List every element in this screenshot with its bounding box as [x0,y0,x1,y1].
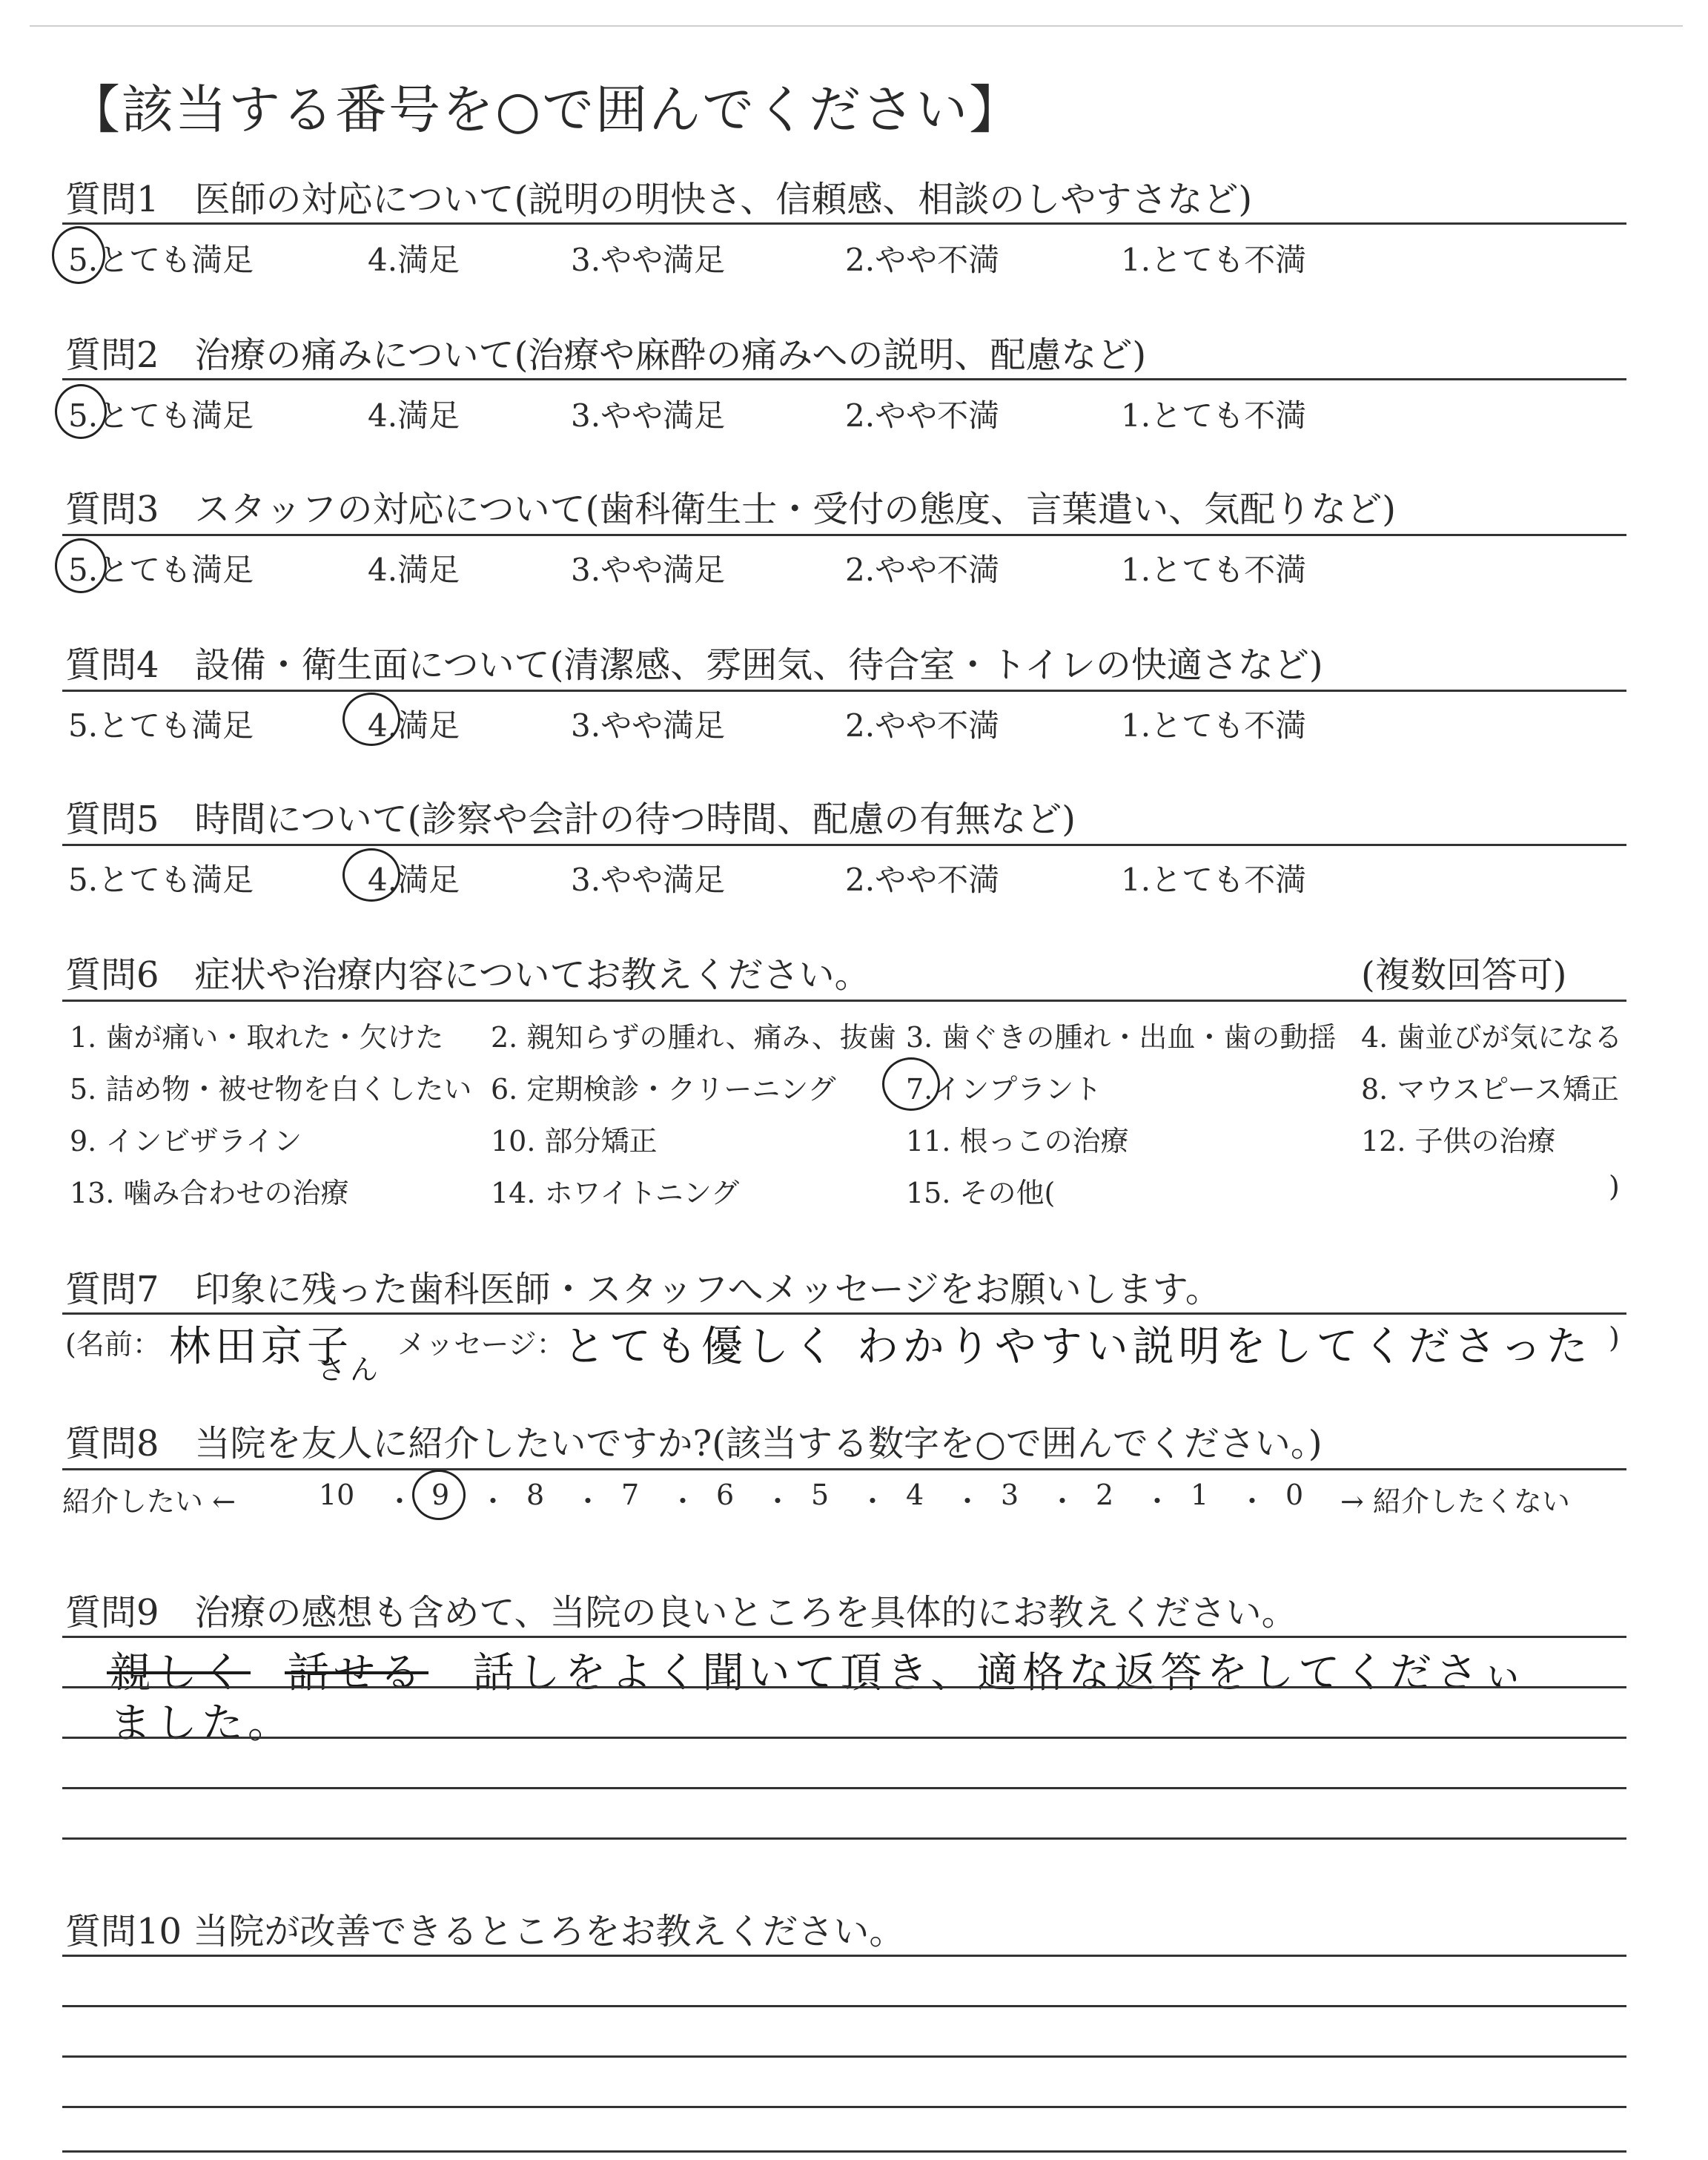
q6-item[interactable]: 1. 歯が痛い・取れた・欠けた [70,1021,444,1054]
name-suffix: さん [317,1353,383,1386]
q1-option-1[interactable]: 1.とても不満 [1121,242,1307,278]
selection-circle [342,693,400,746]
q5-option-3[interactable]: 3.やや満足 [571,862,726,898]
top-border [30,25,1683,27]
question-3: 質問3 スタッフの対応について(歯科衛生士・受付の態度、言葉遣い、気配りなど) [65,489,1397,530]
question-5: 質問5 時間について(診察や会計の待つ時間、配慮の有無など) [65,799,1076,840]
answer-line [62,1636,1626,1638]
selection-circle [55,384,107,439]
answer-line [62,1837,1626,1840]
answer-line [62,2055,1626,2058]
q6-item[interactable]: 10. 部分矯正 [491,1125,658,1157]
scale-4[interactable]: 4 [906,1479,924,1511]
struck-text: 話せる [288,1640,426,1700]
scale-6[interactable]: 6 [716,1479,735,1511]
q6-item[interactable]: 11. 根っこの治療 [906,1125,1129,1157]
q3-option-3[interactable]: 3.やや満足 [571,552,726,588]
message-handwritten[interactable]: とても優しく わかりやすい説明をしてくださった [563,1323,1592,1371]
q1-option-3[interactable]: 3.やや満足 [571,242,726,278]
q3-option-1[interactable]: 1.とても不満 [1121,552,1307,588]
answer-line [62,2005,1626,2007]
q9-answer-line-1[interactable] [110,1640,1528,1700]
answer-line [62,1686,1626,1688]
dot-separator: ・ [1048,1485,1077,1518]
dot-separator: ・ [764,1485,792,1518]
question-6: 質問6 症状や治療内容についてお教えください。 [65,954,870,996]
message-label: メッセージ： [397,1328,565,1361]
q3-option-2[interactable]: 2.やや不満 [845,552,1000,588]
q6-item[interactable]: 14. ホワイトニング [491,1177,740,1209]
q2-option-5[interactable]: 5.とても満足 [68,397,254,434]
answer-line [62,1787,1626,1789]
divider [62,844,1626,846]
q4-option-3[interactable]: 3.やや満足 [571,707,726,744]
divider [62,222,1626,225]
question-1: 質問1 医師の対応について(説明の明快さ、信頼感、相談のしやすさなど) [65,179,1253,220]
other-close-paren: ) [1609,1170,1620,1203]
q5-option-4[interactable]: 4.満足 [368,862,460,898]
selection-circle [342,848,400,902]
q5-option-5[interactable]: 5.とても満足 [68,862,254,898]
q6-item[interactable]: 4. 歯並びが気になる [1361,1021,1623,1054]
q6-item[interactable]: 5. 詰め物・被せ物を白くしたい [70,1073,472,1106]
name-label: (名前： [65,1328,161,1361]
q2-option-3[interactable]: 3.やや満足 [571,397,726,434]
dot-separator: ・ [574,1485,603,1518]
q6-item[interactable]: 8. マウスピース矯正 [1361,1073,1619,1106]
question-9: 質問9 治療の感想も含めて、当院の良いところを具体的にお教えください。 [65,1592,1297,1634]
answer-line [62,1737,1626,1739]
question-10: 質問10 当院が改善できるところをお教えください。 [65,1911,905,1952]
dot-separator: ・ [953,1485,982,1518]
dot-separator: ・ [385,1485,414,1518]
q4-option-1[interactable]: 1.とても不満 [1121,707,1307,744]
struck-text: 親しく [110,1640,248,1700]
question-8: 質問8 当院を友人に紹介したいですか?(該当する数字を○で囲んでください。) [65,1423,1323,1464]
q6-item[interactable]: 9. インビザライン [70,1125,302,1157]
recommend-right-label: → 紹介したくない [1340,1485,1570,1518]
dot-separator: ・ [479,1485,508,1518]
recommend-left-label: 紹介したい ← [62,1485,236,1518]
q4-option-2[interactable]: 2.やや不満 [845,707,1000,744]
divider [62,378,1626,380]
scale-1[interactable]: 1 [1191,1479,1209,1511]
scale-7[interactable]: 7 [621,1479,640,1511]
selection-circle [882,1057,940,1111]
question-4: 質問4 設備・衛生面について(清潔感、雰囲気、待合室・トイレの快適さなど) [65,644,1323,686]
q5-option-1[interactable]: 1.とても不満 [1121,862,1307,898]
q1-option-5[interactable]: 5.とても満足 [68,242,254,278]
q2-option-2[interactable]: 2.やや不満 [845,397,1000,434]
divider [62,1468,1626,1470]
message-close-paren: ) [1609,1321,1620,1354]
scale-5[interactable]: 5 [811,1479,830,1511]
q1-option-2[interactable]: 2.やや不満 [845,242,1000,278]
answer-line [62,2150,1626,2153]
scale-9[interactable]: 9 [431,1479,450,1511]
q2-option-4[interactable]: 4.満足 [368,397,460,434]
selection-circle [52,226,105,284]
scale-3[interactable]: 3 [1001,1479,1019,1511]
answer-line [62,2106,1626,2108]
name-handwritten[interactable]: 林田京子 [169,1323,353,1371]
divider [62,690,1626,692]
page-title: 【該当する番号を○で囲んでください】 [68,79,1023,140]
scale-0[interactable]: 0 [1285,1479,1304,1511]
divider [62,1000,1626,1002]
q6-item[interactable]: 7.インプラント [906,1073,1102,1106]
scale-8[interactable]: 8 [526,1479,545,1511]
q6-item[interactable]: 3. 歯ぐきの腫れ・出血・歯の動揺 [906,1021,1337,1054]
dot-separator: ・ [669,1485,698,1518]
multiple-answer-note: (複数回答可) [1361,954,1567,996]
dot-separator: ・ [1238,1485,1267,1518]
scale-2[interactable]: 2 [1096,1479,1114,1511]
q6-item[interactable]: 13. 噛み合わせの治療 [70,1177,349,1209]
question-7: 質問7 印象に残った歯科医師・スタッフへメッセージをお願いします。 [65,1269,1221,1310]
q4-option-4[interactable]: 4.満足 [368,707,460,744]
divider [62,534,1626,536]
q5-option-2[interactable]: 2.やや不満 [845,862,1000,898]
q6-item[interactable]: 12. 子供の治療 [1361,1125,1556,1157]
q9-answer-line-2[interactable]: ました。 [110,1700,294,1748]
scale-10[interactable]: 10 [319,1479,355,1511]
q3-option-5[interactable]: 5.とても満足 [68,552,254,588]
q6-item[interactable]: 15. その他( [906,1177,1056,1209]
q1-option-4[interactable]: 4.満足 [368,242,460,278]
q2-option-1[interactable]: 1.とても不満 [1121,397,1307,434]
q6-item[interactable]: 2. 親知らずの腫れ、痛み、抜歯 [491,1021,896,1054]
selection-circle [55,538,107,593]
q4-option-5[interactable]: 5.とても満足 [68,707,254,744]
dot-separator: ・ [858,1485,887,1518]
selection-circle [412,1470,466,1520]
q6-item[interactable]: 6. 定期検診・クリーニング [491,1073,836,1106]
q3-option-4[interactable]: 4.満足 [368,552,460,588]
question-2: 質問2 治療の痛みについて(治療や麻酔の痛みへの説明、配慮など) [65,334,1147,376]
answer-line [62,1955,1626,1957]
q9-answer-text: 話しをよく聞いて頂き、適格な返答をしてくださぃ [472,1649,1529,1697]
dot-separator: ・ [1143,1485,1172,1518]
